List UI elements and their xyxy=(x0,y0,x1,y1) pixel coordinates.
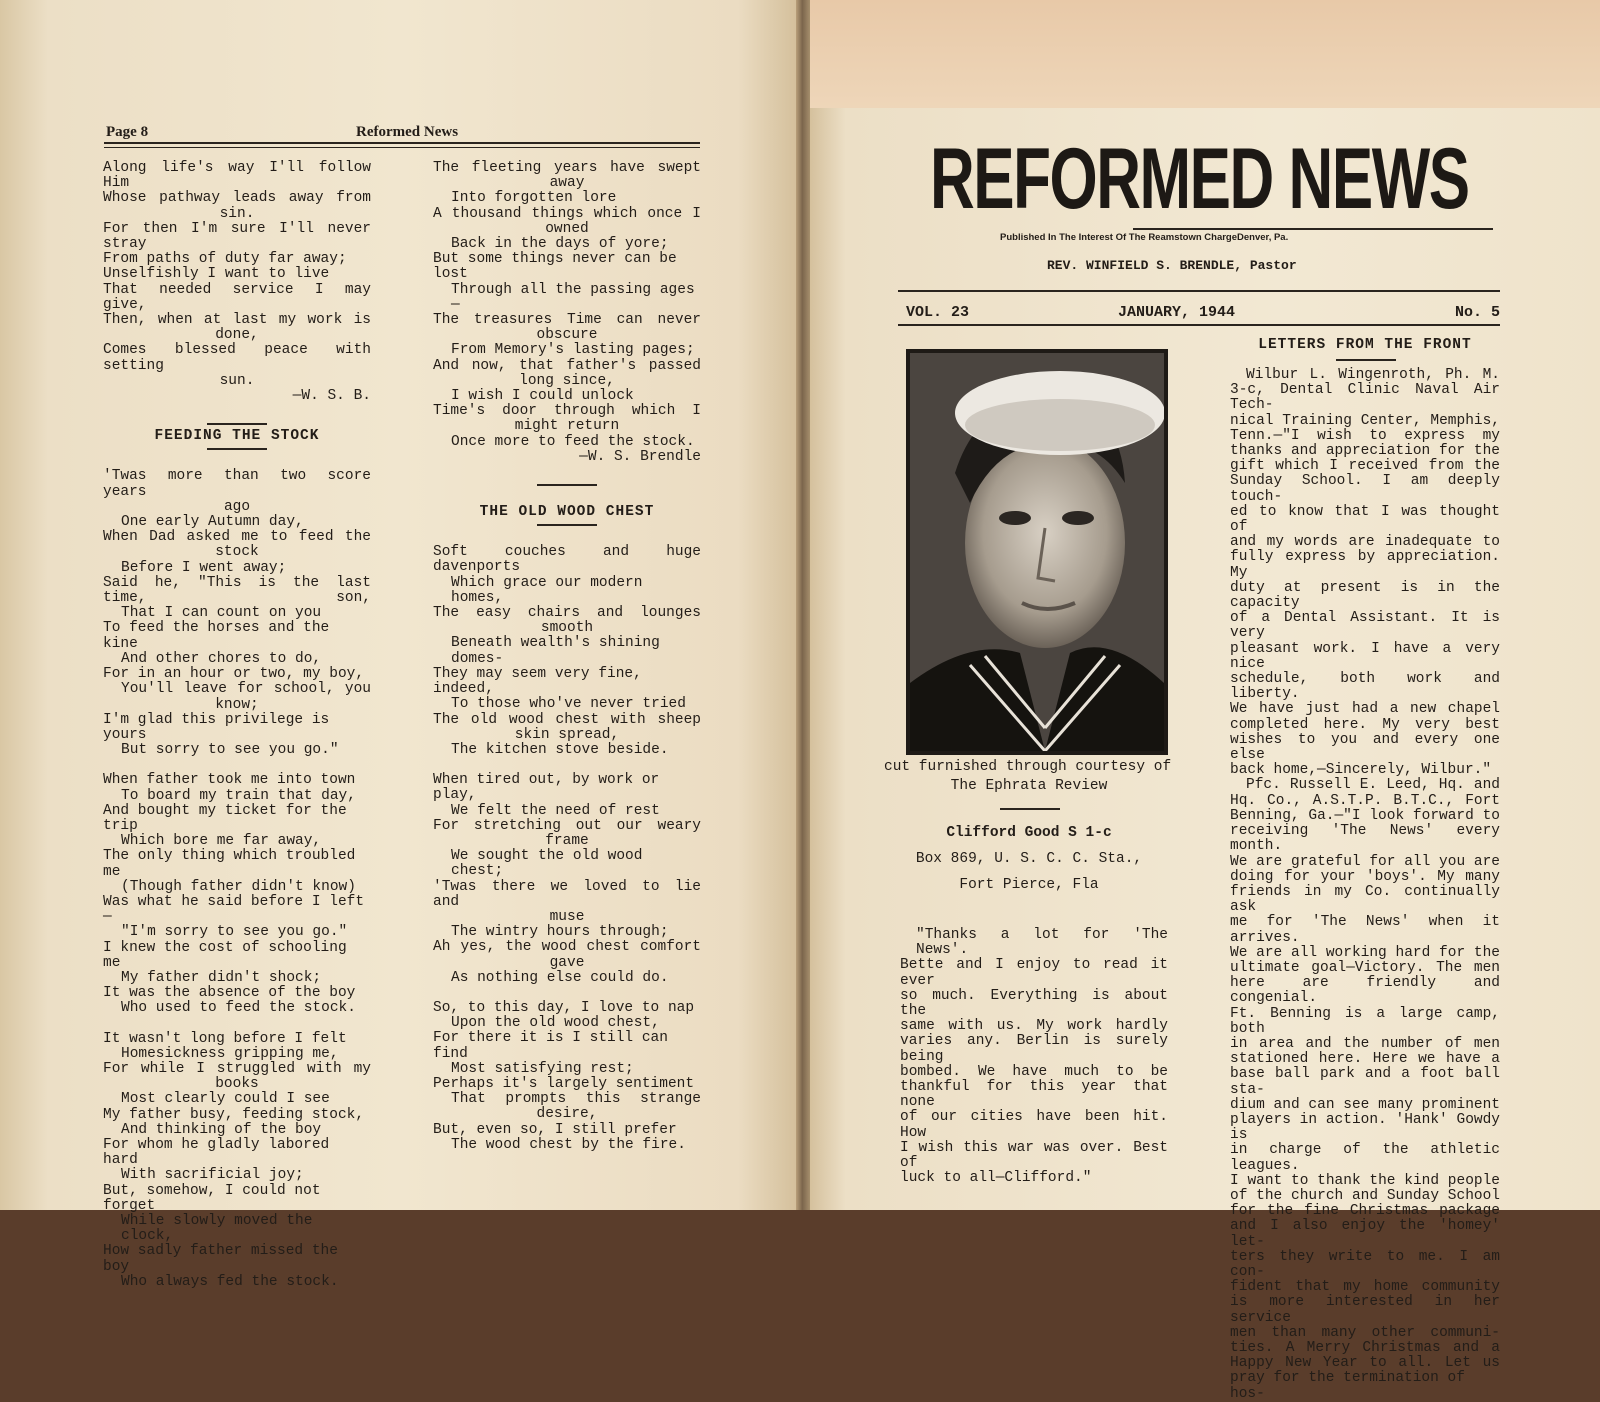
text-line: wishes to you and every one else xyxy=(1230,731,1500,764)
stanza-gap xyxy=(433,530,701,545)
poem-line: Who used to feed the stock. xyxy=(121,1000,356,1017)
poem-line: That prompts this strange xyxy=(451,1091,701,1108)
poem-line: ago xyxy=(223,498,251,515)
poem-line: might return xyxy=(514,418,620,435)
poem-line: But, even so, I still prefer xyxy=(433,1121,677,1138)
poem-line: One early Autumn day, xyxy=(121,514,304,531)
poem-line: And now, that father's passed xyxy=(433,357,701,374)
poem-line: When tired out, by work or play, xyxy=(433,772,660,804)
text-line: and I also enjoy the 'homey' let- xyxy=(1230,1218,1500,1250)
sailor-portrait xyxy=(910,353,1164,751)
poem-line: Soft couches and huge davenports xyxy=(433,544,701,576)
divider xyxy=(207,423,267,425)
poem-line: The kitchen stove beside. xyxy=(451,741,669,758)
poem-line: skin spread, xyxy=(514,726,620,743)
text-line: for the fine Christmas package xyxy=(1230,1203,1500,1220)
photo-credit-line-2: The Ephrata Review xyxy=(950,778,1108,795)
poem-line: —W. S. Brendle xyxy=(579,448,701,465)
text-line: Wilbur L. Wingenroth, Ph. M. xyxy=(1246,367,1500,383)
poem-line: know; xyxy=(215,696,259,713)
divider xyxy=(537,484,597,486)
text-line: bombed. We have much to be xyxy=(900,1063,1168,1080)
poem-line: For then I'm sure I'll never stray xyxy=(103,220,371,253)
text-line: dium and can see many prominent xyxy=(1230,1096,1500,1113)
poem-line: I knew the cost of schooling me xyxy=(103,939,347,971)
poem-line: And other chores to do, xyxy=(121,650,322,667)
text-line: here are friendly and congenial. xyxy=(1230,975,1500,1007)
poem-line: —W. S. B. xyxy=(292,388,371,405)
poem-line: frame xyxy=(545,832,589,849)
poem-line: Before I went away; xyxy=(121,559,287,576)
text-line: Bette and I enjoy to read it ever xyxy=(900,957,1168,989)
poem-line: For there it is I still can find xyxy=(433,1030,668,1062)
text-line: I wish this war was over. Best of xyxy=(900,1139,1168,1172)
text-line: pleasant work. I have a very nice xyxy=(1230,640,1500,672)
poem-line: From Memory's lasting pages; xyxy=(451,342,695,359)
header-rule-thin xyxy=(104,147,700,148)
poem-line: It was the absence of the boy xyxy=(103,985,356,1002)
text-line: duty at present is in the capacity xyxy=(1230,579,1500,612)
text-line: same with us. My work hardly xyxy=(900,1018,1168,1035)
poem-line: Unselfishly I want to live xyxy=(103,266,330,283)
poem-line: stock xyxy=(215,544,259,561)
poem-line: Homesickness gripping me, xyxy=(121,1045,339,1062)
poem-line: Most satisfying rest; xyxy=(451,1060,634,1077)
poem-title: THE OLD WOOD CHEST xyxy=(479,504,655,521)
stanza-gap xyxy=(103,454,371,469)
poem-line: The treasures Time can never xyxy=(433,312,701,329)
text-line: of our cities have been hit. How xyxy=(900,1109,1168,1141)
poem-line: owned xyxy=(545,220,589,237)
poem-line: For in an hour or two, my boy, xyxy=(103,666,365,683)
stanza-gap xyxy=(103,1017,371,1032)
text-line: doing for your 'boys'. My many xyxy=(1230,868,1500,885)
poem-line: The old wood chest with sheep xyxy=(433,711,701,728)
text-line: completed here. My very best xyxy=(1230,716,1500,733)
poem-line: To feed the horses and the kine xyxy=(103,620,330,652)
issue-date: JANUARY, 1944 xyxy=(1118,304,1236,321)
poem-line: And bought my ticket for the trip xyxy=(103,802,347,834)
poem-line: I wish I could unlock xyxy=(451,388,634,405)
poem-line: But, somehow, I could not forget xyxy=(103,1182,321,1214)
divider xyxy=(537,524,597,526)
poem-line: Then, when at last my work is xyxy=(103,312,371,329)
poem-line: For while I struggled with my xyxy=(103,1060,371,1077)
text-line: Happy New Year to all. Let us xyxy=(1230,1355,1500,1372)
poem-line: Who always fed the stock. xyxy=(121,1273,339,1290)
poem-line: away xyxy=(549,175,585,192)
poem-line: smooth xyxy=(540,620,594,637)
divider xyxy=(1000,808,1060,810)
poem-line: gave xyxy=(549,954,585,971)
text-line: of a Dental Assistant. It is very xyxy=(1230,610,1500,642)
poem-line: 'Twas more than two score years xyxy=(103,468,371,500)
issue-number: No. 5 xyxy=(1454,304,1500,321)
poem-line: desire, xyxy=(536,1106,598,1123)
text-line: and my words are inadequate to xyxy=(1230,534,1500,551)
masthead-title: REFORMED NEWS xyxy=(930,131,1469,227)
poem-title: FEEDING THE STOCK xyxy=(154,428,320,445)
poem-line: Through all the passing ages— xyxy=(451,281,695,313)
text-line: of the church and Sunday School xyxy=(1230,1187,1500,1204)
text-line: I want to thank the kind people xyxy=(1230,1172,1500,1189)
text-line: so much. Everything is about the xyxy=(900,987,1168,1020)
letters-heading: LETTERS FROM THE FRONT xyxy=(1258,337,1472,353)
poem-line: From paths of duty far away; xyxy=(103,251,347,268)
text-line: pray for the termination of hos- xyxy=(1230,1370,1465,1402)
poem-line: The easy chairs and lounges xyxy=(433,605,701,622)
page-number: Page 8 xyxy=(106,124,149,140)
sailor-photo xyxy=(906,349,1168,755)
poem-line: When Dad asked me to feed the xyxy=(103,529,371,546)
poem-line: books xyxy=(215,1076,259,1093)
address-line-2: Fort Pierce, Fla xyxy=(959,877,1099,894)
poem-line: Into forgotten lore xyxy=(451,190,617,207)
text-line: me for 'The News' when it arrives. xyxy=(1230,914,1500,946)
text-line: ultimate goal—Victory. The men xyxy=(1230,959,1500,976)
poem-line: 'Twas there we loved to lie and xyxy=(433,878,701,910)
poem-line: Along life's way I'll follow Him xyxy=(103,160,371,192)
stanza-gap xyxy=(433,465,701,480)
soldier-name: Clifford Good S 1-c xyxy=(946,825,1112,841)
text-line: We have just had a new chapel xyxy=(1230,701,1500,718)
publication-line: Published In The Interest Of The Reamstown ChargeDenver, Pa. xyxy=(1000,232,1289,243)
photo-credit-line-1: cut furnished through courtesy of xyxy=(884,759,1172,775)
text-line: varies any. Berlin is surely being xyxy=(900,1033,1168,1065)
poem-line: It wasn't long before I felt xyxy=(103,1030,347,1047)
text-line: Pfc. Russell E. Leed, Hq. and xyxy=(1246,777,1500,794)
text-line: nical Training Center, Memphis, xyxy=(1230,412,1500,429)
stanza-gap xyxy=(103,758,371,773)
poem-line: A thousand things which once I xyxy=(433,205,701,222)
poem-line: Once more to feed the stock. xyxy=(451,433,695,450)
poem-line: But some things never can be lost xyxy=(433,251,677,283)
text-line: thankful for this year that none xyxy=(900,1079,1168,1111)
poem-line: That I can count on you xyxy=(121,605,322,622)
text-line: back home,—Sincerely, Wilbur." xyxy=(1230,762,1492,779)
poem-line: My father busy, feeding stock, xyxy=(103,1106,365,1123)
binding-spine xyxy=(796,0,810,1210)
letters-heading-rule xyxy=(1336,359,1396,361)
text-line: thanks and appreciation for the xyxy=(1230,443,1500,460)
poem-line: As nothing else could do. xyxy=(451,969,669,986)
poem-line: When father took me into town xyxy=(103,772,356,789)
poem-line: Whose pathway leads away from xyxy=(103,190,371,207)
text-line: 3-c, Dental Clinic Naval Air Tech- xyxy=(1230,382,1500,414)
poem-line: For whom he gladly labored hard xyxy=(103,1136,330,1169)
poem-line: Beneath wealth's shining domes- xyxy=(451,635,660,667)
poem-line: The fleeting years have swept xyxy=(433,160,701,176)
poem-line: Upon the old wood chest, xyxy=(451,1015,660,1032)
text-line: receiving 'The News' every month. xyxy=(1230,823,1500,855)
poem-column-left xyxy=(103,161,371,1290)
issue-rule-bottom xyxy=(898,324,1500,326)
poem-line: done, xyxy=(215,327,259,344)
poem-line: My father didn't shock; xyxy=(121,969,322,986)
text-line: luck to all—Clifford." xyxy=(900,1170,1092,1187)
poem-line: Most clearly could I see xyxy=(121,1091,330,1108)
poem-line: Ah yes, the wood chest comfort xyxy=(433,939,701,956)
running-title: Reformed News xyxy=(356,124,459,140)
clifford-letter xyxy=(900,928,1168,1186)
poem-line: sun. xyxy=(219,372,255,389)
page-header xyxy=(106,124,700,140)
text-line: ters they write to me. I am con- xyxy=(1230,1248,1500,1280)
text-line: in charge of the athletic leagues. xyxy=(1230,1142,1500,1174)
volume: VOL. 23 xyxy=(906,304,970,321)
stanza-gap xyxy=(433,758,701,773)
text-line: We are all working hard for the xyxy=(1230,944,1500,961)
poem-line: We sought the old wood chest; xyxy=(451,848,643,880)
pastor-line: REV. WINFIELD S. BRENDLE, Pastor xyxy=(1047,258,1297,273)
text-line: Hq. Co., A.S.T.P. B.T.C., Fort xyxy=(1230,792,1500,809)
issue-bar xyxy=(906,304,1500,322)
poem-line: That needed service I may give, xyxy=(103,281,371,313)
poem-line: You'll leave for school, you xyxy=(121,681,371,698)
poem-line: With sacrificial joy; xyxy=(121,1167,304,1184)
text-line: Tenn.—"I wish to express my xyxy=(1230,427,1500,444)
stanza-gap xyxy=(433,986,701,1001)
poem-line: (Though father didn't know) xyxy=(121,878,356,895)
text-line: ties. A Merry Christmas and a xyxy=(1230,1340,1500,1356)
masthead-rule xyxy=(1133,228,1493,230)
poem-line: So, to this day, I love to nap xyxy=(433,999,695,1016)
text-line: schedule, both work and liberty. xyxy=(1230,671,1500,703)
soldier-address xyxy=(884,826,1174,894)
page-edge-tint xyxy=(806,0,1600,108)
poem-line: The only thing which troubled me xyxy=(103,848,356,880)
text-line: We are grateful for all you are xyxy=(1230,853,1500,870)
poem-line: To those who've never tried xyxy=(451,696,686,713)
poem-line: Said he, "This is the last time, son, xyxy=(103,574,371,607)
text-line: "Thanks a lot for 'The News'. xyxy=(916,927,1168,959)
poem-line: Perhaps it's largely sentiment xyxy=(433,1075,695,1092)
poem-line: The wood chest by the fire. xyxy=(451,1136,686,1153)
poem-line: While slowly moved the clock, xyxy=(121,1213,313,1245)
text-line: Sunday School. I am deeply touch- xyxy=(1230,473,1500,505)
poem-line: But sorry to see you go." xyxy=(121,742,339,759)
divider xyxy=(207,448,267,450)
text-line: fully express by appreciation. My xyxy=(1230,549,1500,581)
poem-line: Back in the days of yore; xyxy=(451,236,669,253)
poem-line: To board my train that day, xyxy=(121,787,356,804)
issue-rule-top xyxy=(898,290,1500,292)
text-line: ed to know that I was thought of xyxy=(1230,503,1500,536)
text-line: friends in my Co. continually ask xyxy=(1230,883,1500,916)
poem-line: long since, xyxy=(519,372,615,389)
poem-line: muse xyxy=(549,908,585,925)
poem-line: Comes blessed peace with setting xyxy=(103,342,371,374)
poem-line: obscure xyxy=(536,327,598,344)
poem-line: The wintry hours through; xyxy=(451,924,669,941)
stanza-gap xyxy=(433,490,701,505)
poem-line: Time's door through which I xyxy=(433,403,701,420)
text-line: gift which I received from the xyxy=(1230,458,1500,475)
text-line: Benning, Ga.—"I look forward to xyxy=(1230,807,1500,824)
poem-line: And thinking of the boy xyxy=(121,1121,322,1138)
text-line: in area and the number of men xyxy=(1230,1035,1500,1052)
header-rule xyxy=(104,142,700,144)
poem-line: They may seem very fine, indeed, xyxy=(433,665,642,698)
stanza-gap xyxy=(103,404,371,419)
poem-column-right xyxy=(433,161,701,1153)
text-line: stationed here. Here we have a xyxy=(1230,1051,1500,1068)
poem-line: For stretching out our weary xyxy=(433,817,701,834)
letters-column xyxy=(1230,368,1500,1402)
address-line-1: Box 869, U. S. C. C. Sta., xyxy=(915,851,1143,868)
photo-credit xyxy=(884,760,1174,794)
poem-line: sin. xyxy=(219,205,255,222)
poem-line: "I'm sorry to see you go." xyxy=(121,924,348,941)
text-line: men than many other communi- xyxy=(1230,1324,1500,1341)
text-line: fident that my home community xyxy=(1230,1279,1500,1296)
text-line: Ft. Benning is a large camp, both xyxy=(1230,1005,1500,1037)
text-line: base ball park and a foot ball sta- xyxy=(1230,1066,1500,1098)
text-line: is more interested in her service xyxy=(1230,1294,1500,1326)
poem-line: Was what he said before I left— xyxy=(103,893,365,926)
poem-line: I'm glad this privilege is yours xyxy=(103,711,330,743)
poem-line: We felt the need of rest xyxy=(451,802,660,819)
text-line: players in action. 'Hank' Gowdy is xyxy=(1230,1111,1500,1144)
poem-line: How sadly father missed the boy xyxy=(103,1243,338,1275)
poem-line: Which bore me far away, xyxy=(121,833,322,850)
poem-line: Which grace our modern homes, xyxy=(451,574,643,606)
